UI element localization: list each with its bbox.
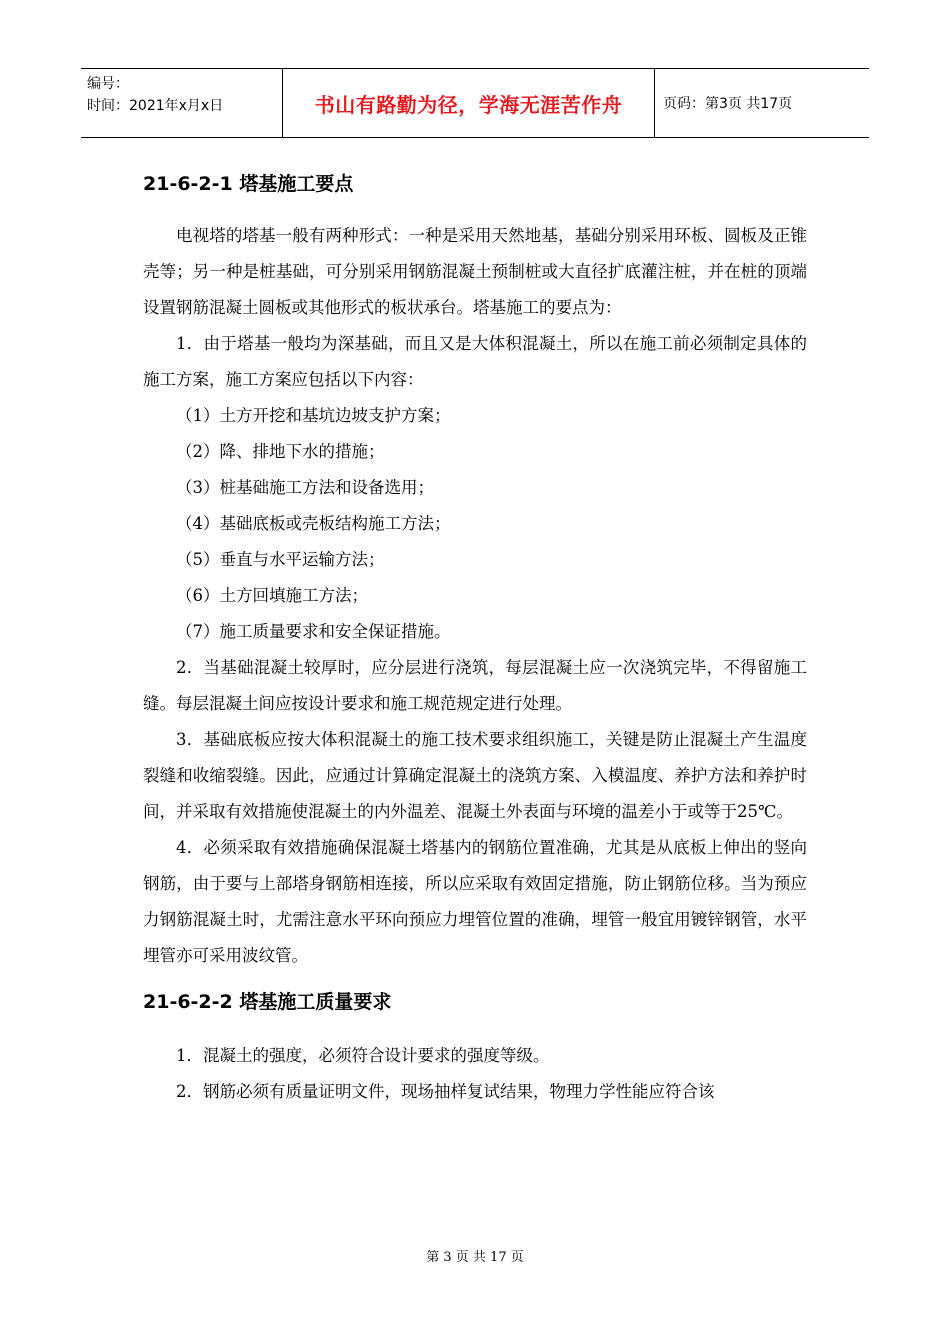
- section2-point-2: 2．钢筋必须有质量证明文件，现场抽样复试结果，物理力学性能应符合该: [176, 1082, 715, 1101]
- list-item: （2）降、排地下水的措施；: [176, 442, 385, 461]
- section1-point-2: 2．当基础混凝土较厚时，应分层进行浇筑，每层混凝土应一次浇筑完毕，不得留施工缝。每层混凝土间应按设计要求和施工规范规定进行处理。: [143, 658, 807, 713]
- page-footer: 第 3 页 共 17 页: [426, 1250, 524, 1265]
- document-body: [143, 160, 807, 1110]
- list-item: （1）土方开挖和基坑边坡支护方案；: [176, 406, 451, 425]
- section2-point-1: 1．混凝土的强度，必须符合设计要求的强度等级。: [176, 1046, 550, 1065]
- section1-point-4: 4．必须采取有效措施确保混凝土塔基内的钢筋位置准确，尤其是从底板上伸出的竖向钢筋，由于要与上部塔身钢筋相连接，所以应采取有效固定措施，防止钢筋位移。当为预应力钢筋混凝土时，尤需注意水平环向预应力埋管位置的准确，埋管一般宜用镀锌钢管，水平埋管亦可采用波纹管。: [143, 838, 807, 965]
- list-item: （3）桩基础施工方法和设备选用；: [176, 478, 434, 497]
- document-number-label: 编号：: [87, 76, 129, 92]
- list-item: （6）土方回填施工方法；: [176, 586, 368, 605]
- page-header: [81, 68, 869, 138]
- list-item: （4）基础底板或壳板结构施工方法；: [176, 514, 451, 533]
- header-motto: 书山有路勤为径，学海无涯苦作舟: [282, 69, 655, 137]
- list-item: （5）垂直与水平运输方法；: [176, 550, 385, 569]
- document-time: 时间：2021年x月x日: [87, 98, 224, 114]
- header-meta: [81, 69, 282, 137]
- section1-point-1: 1．由于塔基一般均为深基础，而且又是大体积混凝土，所以在施工前必须制定具体的施工方案，施工方案应包括以下内容：: [143, 334, 807, 389]
- section-heading-1: 21-6-2-1 塔基施工要点: [143, 173, 354, 195]
- header-page-info: 页码：第3页 共17页: [663, 96, 793, 112]
- list-item: （7）施工质量要求和安全保证措施。: [176, 622, 451, 641]
- section1-intro: 电视塔的塔基一般有两种形式：一种是采用天然地基，基础分别采用环板、圆板及正锥壳等；另一种是桩基础，可分别采用钢筋混凝土预制桩或大直径扩底灌注桩，并在桩的顶端设置钢筋混凝土圆板或其他形式的板状承台。塔基施工的要点为：: [143, 226, 807, 317]
- section1-point-3: 3．基础底板应按大体积混凝土的施工技术要求组织施工，关键是防止混凝土产生温度裂缝和收缩裂缝。因此，应通过计算确定混凝土的浇筑方案、入模温度、养护方法和养护时间，并采取有效措施使混凝土的内外温差、混凝土外表面与环境的温差小于或等于25℃。: [143, 730, 807, 821]
- section-heading-2: 21-6-2-2 塔基施工质量要求: [143, 991, 392, 1013]
